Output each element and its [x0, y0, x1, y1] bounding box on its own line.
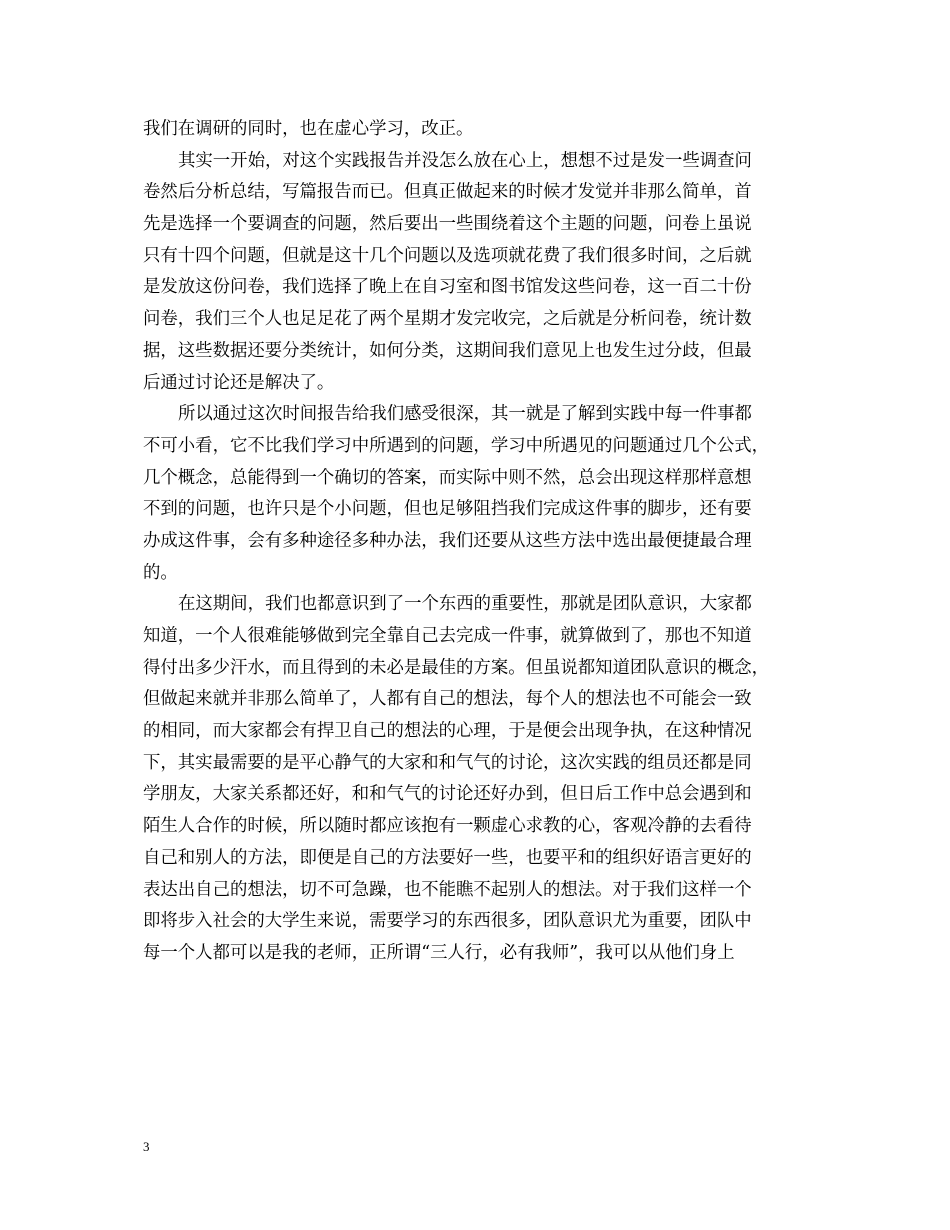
text-line: 只有十四个问题，但就是这十几个问题以及选项就花费了我们很多时间，之后就 — [143, 245, 752, 266]
text-line: 陌生人合作的时候，所以随时都应该抱有一颗虚心求教的心，客观冷静的去看待 — [143, 816, 752, 837]
text-line: 几个概念，总能得到一个确切的答案，而实际中则不然，总会出现这样那样意想 — [143, 467, 752, 488]
text-line: 每一个人都可以是我的老师，正所谓“三人行，必有我师”，我可以从他们身上 — [143, 942, 735, 963]
text-line: 学朋友，大家关系都还好，和和气气的讨论还好办到，但日后工作中总会遇到和 — [143, 784, 752, 805]
text-line: 下，其实最需要的是平心静气的大家和和气气的讨论，这次实践的组员还都是同 — [143, 752, 752, 773]
text-line: 问卷，我们三个人也足足花了两个星期才发完收完，之后就是分析问卷，统计数 — [143, 309, 752, 330]
text-line: 办成这件事，会有多种途径多种办法，我们还要从这些方法中选出最便捷最合理 — [143, 530, 752, 551]
text-line: 据，这些数据还要分类统计，如何分类，这期间我们意见上也发生过分歧，但最 — [143, 340, 752, 361]
text-line: 我们在调研的同时，也在虚心学习，改正。 — [143, 119, 474, 139]
text-line: 先是选择一个要调查的问题，然后要出一些围绕着这个主题的问题，问卷上虽说 — [143, 214, 752, 235]
text-line: 的相同，而大家都会有捍卫自己的想法的心理，于是便会出现争执，在这种情况 — [143, 721, 752, 742]
text-line: 不可小看，它不比我们学习中所遇到的问题，学习中所遇见的问题通过几个公式， — [143, 435, 770, 456]
text-line: 即将步入社会的大学生来说，需要学习的东西很多，团队意识尤为重要，团队中 — [143, 911, 752, 932]
body-text — [143, 114, 811, 970]
paragraph-first-line: 所以通过这次时间报告给我们感受很深，其一就是了解到实践中每一件事都 — [178, 404, 752, 425]
text-line: 后通过讨论还是解决了。 — [143, 372, 335, 393]
text-line: 表达出自己的想法，切不可急躁，也不能瞧不起别人的想法。对于我们这样一个 — [143, 879, 752, 900]
paragraph-first-line: 其实一开始，对这个实践报告并没怎么放在心上，想想不过是发一些调查问 — [178, 150, 752, 171]
text-line: 不到的问题，也许只是个小问题，但也足够阻挡我们完成这件事的脚步，还有要 — [143, 499, 752, 520]
text-line: 得付出多少汗水，而且得到的未必是最佳的方案。但虽说都知道团队意识的概念， — [143, 657, 770, 678]
text-line: 卷然后分析总结，写篇报告而已。但真正做起来的时候才发觉并非那么简单，首 — [143, 182, 752, 203]
text-line: 的。 — [143, 562, 178, 583]
text-line: 知道，一个人很难能够做到完全靠自己去完成一件事，就算做到了，那也不知道 — [143, 626, 752, 646]
text-line: 是发放这份问卷，我们选择了晚上在自习室和图书馆发这些问卷，这一百二十份 — [143, 277, 752, 298]
page-number: 3 — [143, 1139, 150, 1154]
paragraph-first-line: 在这期间，我们也都意识到了一个东西的重要性，那就是团队意识，大家都 — [178, 594, 752, 615]
text-line: 但做起来就并非那么简单了，人都有自己的想法，每个人的想法也不可能会一致 — [143, 689, 752, 710]
text-line: 自己和别人的方法，即便是自己的方法要好一些，也要平和的组织好语言更好的 — [143, 847, 752, 868]
